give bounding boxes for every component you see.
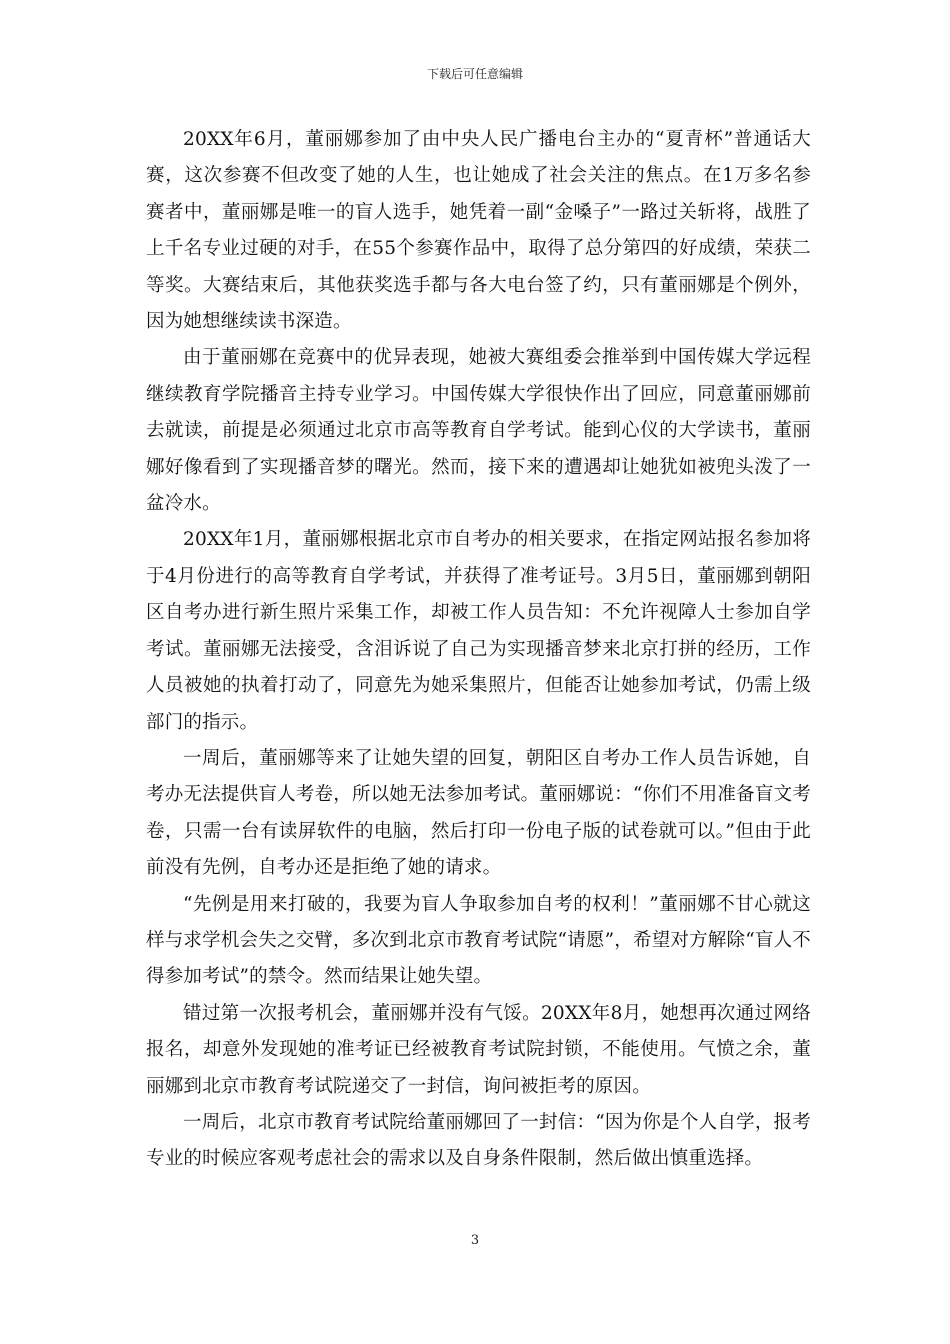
paragraph: 一周后，董丽娜等来了让她失望的回复，朝阳区自考办工作人员告诉她，自考办无法提供盲人考卷，所以她无法参加考试。董丽娜说：“你们不用准备盲文考卷，只需一台有读屏软件的电脑，然后打印一份电子版的试卷就可以。”但由于此前没有先例，自考办还是拒绝了她的请求。 [146,747,811,879]
page-number: 3 [470,1233,480,1248]
page-header: 下载后可任意编辑 [426,67,523,81]
paragraph: 由于董丽娜在竞赛中的优异表现，她被大赛组委会推举到中国传媒大学远程继续教育学院播音主持专业学习。中国传媒大学很快作出了回应，同意董丽娜前去就读，前提是必须通过北京市高等教育自学考试。能到心仪的大学读书，董丽娜好像看到了实现播音梦的曙光。然而，接下来的遭遇却让她犹如被兜头泼了一盆冷水。 [146,347,811,515]
paragraph: 错过第一次报考机会，董丽娜并没有气馁。20XX年8月，她想再次通过网络报名，却意外发现她的准考证已经被教育考试院封锁，不能使用。气愤之余，董丽娜到北京市教育考试院递交了一封信，询问被拒考的原因。 [146,1002,811,1097]
paragraph: 一周后，北京市教育考试院给董丽娜回了一封信：“因为你是个人自学，报考专业的时候应客观考虑社会的需求以及自身条件限制，然后做出慎重选择。 [146,1111,811,1170]
paragraph: 20XX年6月，董丽娜参加了由中央人民广播电台主办的“夏青杯”普通话大赛，这次参赛不但改变了她的人生，也让她成了社会关注的焦点。在1万多名参赛者中，董丽娜是唯一的盲人选手，她凭着一副“金嗓子”一路过关斩将，战胜了上千名专业过硬的对手，在55个参赛作品中，取得了总分第四的好成绩，荣获二等奖。大赛结束后，其他获奖选手都与各大电台签了约，只有董丽娜是个例外，因为她想继续读书深造。 [146,129,811,333]
paragraph: “先例是用来打破的，我要为盲人争取参加自考的权利！”董丽娜不甘心就这样与求学机会失之交臂，多次到北京市教育考试院“请愿”，希望对方解除“盲人不得参加考试”的禁令。然而结果让她失望。 [146,893,811,988]
paragraph: 20XX年1月，董丽娜根据北京市自考办的相关要求，在指定网站报名参加将于4月份进行的高等教育自学考试，并获得了准考证号。3月5日，董丽娜到朝阳区自考办进行新生照片采集工作，却被工作人员告知：不允许视障人士参加自学考试。董丽娜无法接受，含泪诉说了自己为实现播音梦来北京打拼的经历，工作人员被她的执着打动了，同意先为她采集照片，但能否让她参加考试，仍需上级部门的指示。 [146,529,811,733]
document-body [146,122,811,1178]
